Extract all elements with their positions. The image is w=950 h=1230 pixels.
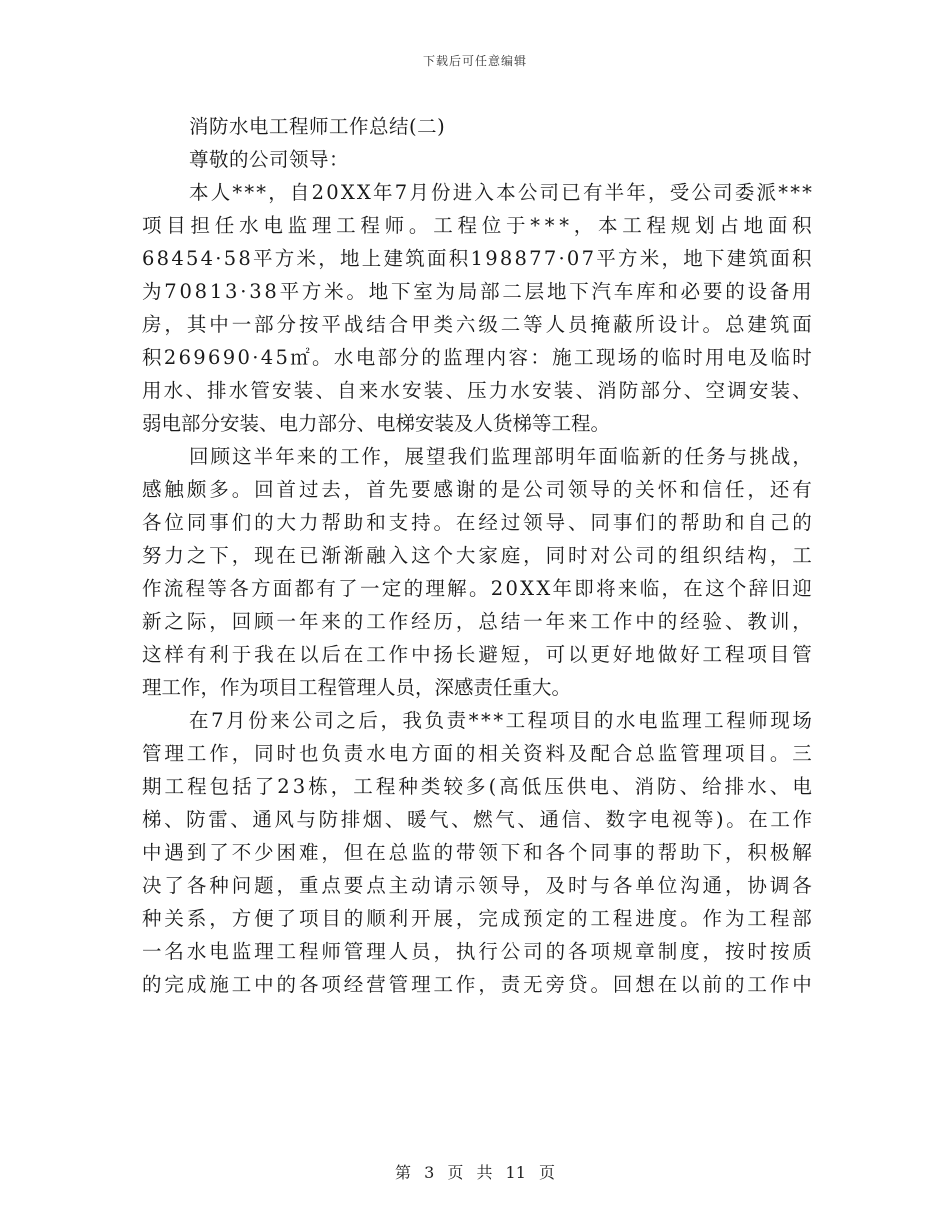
paragraph-line: 决 了 各 种 问 题 ， 重 点 要 点 主 动 请 示 领 导 ， 及 时 与 各 单 位 沟 通 ， 协 调 各 <box>142 874 812 897</box>
paragraph-line: 种 关 系 ， 方 便 了 项 目 的 顺 利 开 展 ， 完 成 预 定 的 工 程 进 度 。 作 为 工 程 部 <box>142 907 812 930</box>
paragraph-line: 为 7 0 8 1 3 · 3 8 平 方 米 。 地 下 室 为 局 部 二 层 地 下 汽 车 库 和 必 要 的 设 备 用 <box>142 280 812 303</box>
paragraph-line: 项 目 担 任 水 电 监 理 工 程 师 。 工 程 位 于 * * * ， 本 工 程 规 划 占 地 面 积 <box>142 214 812 237</box>
paragraph-line: 感 触 颇 多 。 回 首 过 去 ， 首 先 要 感 谢 的 是 公 司 领 导 的 关 怀 和 信 任 ， 还 有 <box>142 478 812 501</box>
document-body <box>142 110 812 1001</box>
paragraph-3 <box>142 704 812 1001</box>
paragraph-line: 弱电部分安装、电力部分、电梯安装及人货梯等工程。 <box>142 412 611 435</box>
paragraph-line: 积 2 6 9 6 9 0 · 4 5 ㎡ 。 水 电 部 分 的 监 理 内 容 ： 施 工 现 场 的 临 时 用 电 及 临 时 <box>142 346 812 369</box>
paragraph-line: 的 完 成 施 工 中 的 各 项 经 营 管 理 工 作 ， 责 无 旁 贷 。 回 想 在 以 前 的 工 作 中 <box>142 973 812 996</box>
paragraph-2 <box>142 440 812 704</box>
paragraph-line: 回 顾 这 半 年 来 的 工 作 ， 展 望 我 们 监 理 部 明 年 面 临 新 的 任 务 与 挑 战 ， <box>189 445 812 468</box>
page-number-footer: 第 3 页 共 11 页 <box>395 1163 555 1182</box>
paragraph-line: 理工作，作为项目工程管理人员，深感责任重大。 <box>142 676 572 699</box>
paragraph-line: 期 工 程 包 括 了 2 3 栋 ， 工 程 种 类 较 多 ( 高 低 压 供 电 、 消 防 、 给 排 水 、 电 <box>142 775 812 798</box>
paragraph-line: 在 7 月 份 来 公 司 之 后 ， 我 负 责 * * * 工 程 项 目 的 水 电 监 理 工 程 师 现 场 <box>189 709 812 732</box>
paragraph-line: 新 之 际 ， 回 顾 一 年 来 的 工 作 经 历 ， 总 结 一 年 来 工 作 中 的 经 验 、 教 训 ， <box>142 610 812 633</box>
paragraph-line: 房 ， 其 中 一 部 分 按 平 战 结 合 甲 类 六 级 二 等 人 员 掩 蔽 所 设 计 。 总 建 筑 面 <box>142 313 812 336</box>
paragraph-1 <box>142 176 812 440</box>
paragraph-line: 本 人 * * * ， 自 2 0 X X 年 7 月 份 进 入 本 公 司 已 有 半 年 ， 受 公 司 委 派 * * * <box>189 181 812 204</box>
document-title: 消防水电工程师工作总结(二) <box>189 115 446 138</box>
page-header: 下载后可任意编辑 <box>422 54 527 68</box>
paragraph-line: 梯 、 防 雷 、 通 风 与 防 排 烟 、 暖 气 、 燃 气 、 通 信 、 数 字 电 视 等 ) 。 在 工 作 <box>142 808 812 831</box>
paragraph-line: 努 力 之 下 ， 现 在 已 渐 渐 融 入 这 个 大 家 庭 ， 同 时 对 公 司 的 组 织 结 构 ， 工 <box>142 544 812 567</box>
paragraph-line: 6 8 4 5 4 · 5 8 平 方 米 ， 地 上 建 筑 面 积 1 9 8 8 7 7 · 0 7 平 方 米 ， 地 下 建 筑 面 积 <box>142 247 812 270</box>
paragraph-line: 一 名 水 电 监 理 工 程 师 管 理 人 员 ， 执 行 公 司 的 各 项 规 章 制 度 ， 按 时 按 质 <box>142 940 812 963</box>
greeting: 尊敬的公司领导： <box>189 148 350 171</box>
paragraph-line: 管 理 工 作 ， 同 时 也 负 责 水 电 方 面 的 相 关 资 料 及 配 合 总 监 管 理 项 目 。 三 <box>142 742 812 765</box>
paragraph-line: 作 流 程 等 各 方 面 都 有 了 一 定 的 理 解 。 2 0 X X 年 即 将 来 临 ， 在 这 个 辞 旧 迎 <box>142 577 812 600</box>
paragraph-line: 用 水 、 排 水 管 安 装 、 自 来 水 安 装 、 压 力 水 安 装 、 消 防 部 分 、 空 调 安 装 、 <box>142 379 812 402</box>
paragraph-line: 这 样 有 利 于 我 在 以 后 在 工 作 中 扬 长 避 短 ， 可 以 更 好 地 做 好 工 程 项 目 管 <box>142 643 812 666</box>
paragraph-line: 各 位 同 事 们 的 大 力 帮 助 和 支 持 。 在 经 过 领 导 、 同 事 们 的 帮 助 和 自 己 的 <box>142 511 812 534</box>
paragraph-line: 中 遇 到 了 不 少 困 难 ， 但 在 总 监 的 带 领 下 和 各 个 同 事 的 帮 助 下 ， 积 极 解 <box>142 841 812 864</box>
